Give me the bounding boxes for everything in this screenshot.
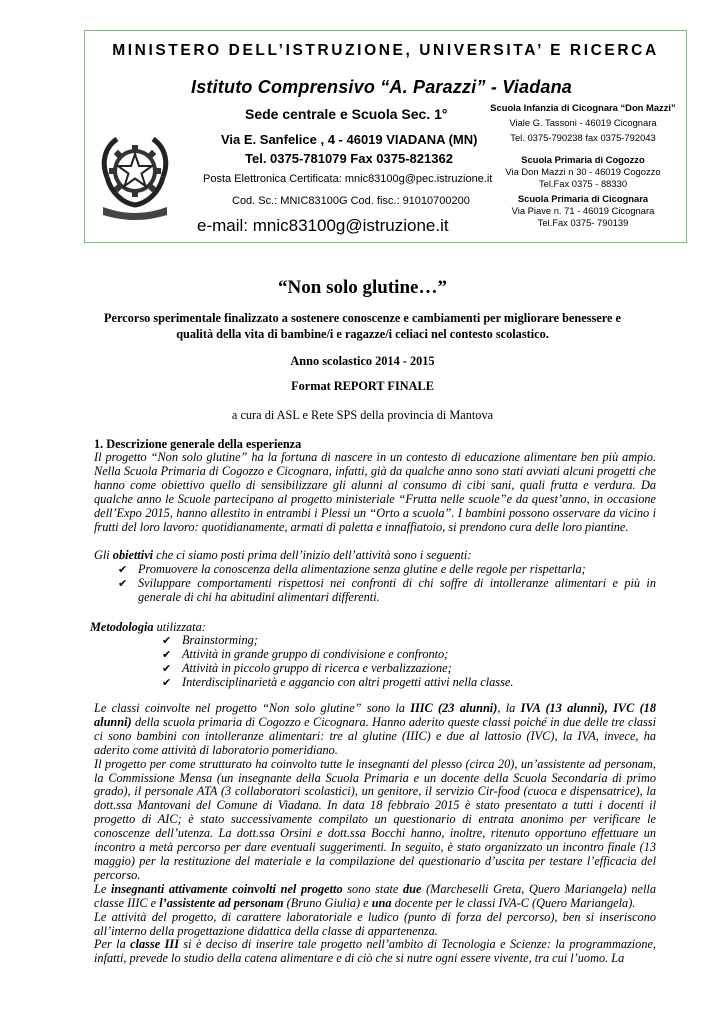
objectives-list [118,563,656,605]
objectives-keyword: obiettivi [112,548,154,562]
branch-name: Scuola Primaria di Cogozzo [521,154,645,165]
list-item: ✔ Sviluppare comportamenti rispettosi nei confronti di chi soffre di intolleranze alimentari e più in generale di chi ha abitudini alimentari differenti. [118,575,656,604]
branch-address: Via Piave n. 71 - 46019 Cicognara [511,205,655,216]
republic-emblem-icon [97,127,173,222]
branch-address: Viale G. Tassoni - 46019 Cicognara [509,117,657,128]
branch-phone: Tel. 0375-790238 fax 0375-792043 [510,132,656,143]
paragraph-active-teachers: Le insegnanti attivamente coinvolti nel progetto sono state due (Marcheselli Greta, Quero Mariangela) nella classe IIIC e l’assistente ad personam (Bruno Giulia) e una docente per le classi IVA-C (Quero Mariangela). [94,881,656,910]
branch-name: Scuola Primaria di Cicognara [517,193,649,204]
branch-name: Scuola Infanzia di Cicognara “Don Mazzi” [490,102,676,113]
document-subtitle: Percorso sperimentale finalizzato a sostenere conoscenze e cambiamenti per migliorare benessere e qualità della vita di bambine/i e ragazze/i celiaci nel contesto scolastico. [104,311,621,341]
list-item: ✔ Attività in piccolo gruppo di ricerca e verbalizzazione; [162,660,452,675]
paragraph-activities: Le attività del progetto, di carattere laboratoriale e ludico (punto di forza del percorso), ben si inseriscono all’interno della progettazione didattica della classe di appartenenza. [94,909,656,938]
paragraph-classes: Le classi coinvolte nel progetto “Non solo glutine” sono la IIIC (23 alunni), la IVA (13 alunni), IVC (18 alunni) della scuola primaria di Cogozzo e Cicognara. Hanno aderito queste classi poiché in due delle tre classi ci sono bambini con intolleranze alimentari: tre al glutine (IIIC) e due al lattosio (IVC), la IVA, invece, ha aderito come attività di laboratorio pomeridiano. [94,701,656,757]
hq-address: Via E. Sanfelice , 4 - 46019 VIADANA (MN) [221,132,478,147]
branch-address: Via Don Mazzi n 30 - 46019 Cogozzo [505,166,661,177]
paragraph-intro: Il progetto “Non solo glutine” ha la fortuna di nascere in un contesto di educazione alimentare ben più ampio. Nella Scuola Primaria di Cogozzo e Cicognara, infatti, già da qualche anno sono stati avviati alcuni progetti che hanno come obiettivo quello di sensibilizzare gli alunni al consumo di cibi sani, quali frutta e verdura. Da qualche anno le Scuole partecipano al progetto ministeriale “Frutta nelle scuole”e da quest’anno, in occasione dell’Expo 2015, hanno allestito in entrambi i Plessi un “Orto a scuola”. I bambini possono osservare da vicino i frutti del loro lavoro: quotidianamente, armati di paletta e innaffiatoio, si prendono cura delle loro piantine. [94,450,656,534]
checkmark-icon: ✔ [162,675,172,689]
paragraph-classes-block [94,702,656,966]
ministry-title: MINISTERO DELL’ISTRUZIONE, UNIVERSITA’ E RICERCA [112,42,659,59]
checkmark-icon: ✔ [118,563,128,576]
list-item: ✔ Brainstorming; [162,633,258,647]
hq-title: Sede centrale e Scuola Sec. 1° [245,106,448,122]
email-address: e-mail: mnic83100g@istruzione.it [197,216,449,235]
branch-phone: Tel.Fax 0375 - 88330 [538,178,628,189]
school-name: Istituto Comprensivo “A. Parazzi” - Viadana [191,77,573,97]
methods-list [162,634,513,690]
curated-by: a cura di ASL e Rete SPS della provincia di Mantova [231,408,494,422]
checkmark-icon: ✔ [118,576,128,590]
list-item: ✔ Attività in grande gruppo di condivisione e confronto; [162,646,449,661]
pec-address: Posta Elettronica Certificata: mnic83100g@pec.istruzione.it [203,173,493,185]
methodology-heading: Metodologia utilizzata: [90,620,206,634]
branch-primaria-cicognara [483,193,683,229]
checkmark-icon: ✔ [162,634,172,647]
hq-phone: Tel. 0375-781079 Fax 0375-821362 [245,151,453,166]
school-codes: Cod. Sc.: MNIC83100G Cod. fisc.: 91010700200 [232,195,470,207]
paragraph-objectives: Gli obiettivi che ci siamo posti prima dell’inizio dell’attività sono i seguenti: [94,548,472,562]
checkmark-icon: ✔ [162,647,172,661]
document-title: “Non solo glutine…” [278,277,447,298]
paragraph-class-three: Per la classe III si è deciso di inserire tale progetto nell’ambito di Tecnologia e Scienze: la programmazione, infatti, prevede lo studio della catena alimentare e di ciò che si nutre ogni essere vivente, tra cui l’uomo. La [94,937,656,966]
checkmark-icon: ✔ [162,661,172,675]
branch-infanzia-cicognara [483,102,683,144]
list-item: ✔ Interdisciplinarietà e aggancio con altri progetti attivi nella classe. [162,674,514,689]
branch-primaria-cogozzo [483,154,683,190]
school-year: Anno scolastico 2014 - 2015 [290,354,435,368]
list-item: ✔ Promuovere la conoscenza della alimentazione senza glutine e delle regole per rispettarla; [118,562,586,576]
section-heading: 1. Descrizione generale della esperienza [94,437,302,451]
branch-phone: Tel.Fax 0375- 790139 [537,217,629,228]
letterhead [84,30,687,243]
report-format: Format REPORT FINALE [291,379,434,393]
paragraph-teachers: Il progetto per come strutturato ha coinvolto tutte le insegnanti del plesso (circa 20), un’assistente ad personam, la Commissione Mensa (un insegnante della Scuola Primaria e un docente della Scuola Secondaria di primo grado), il personale ATA (3 collaboratori scolastici), un genitore, il servizio Cir-food (cuoca e dispensatrice), la dott.ssa Mantovani del Comune di Viadana. In data 18 febbraio 2015 è stato presentato a tutti i docenti il progetto di AIC; è stato successivamente compilato un questionario di entrata anonimo per verificare le conoscenze dell’utenza. La dott.ssa Orsini e dott.ssa Bocchi hanno, inoltre, ritenuto opportuno effettuare un incontro a metà percorso per dare eventuali suggerimenti. In seguito, è stato organizzato un incontro finale (13 maggio) per la restituzione del materiale e la compilazione del questionario d’uscita per testare l’efficacia del percorso. [94,756,656,882]
